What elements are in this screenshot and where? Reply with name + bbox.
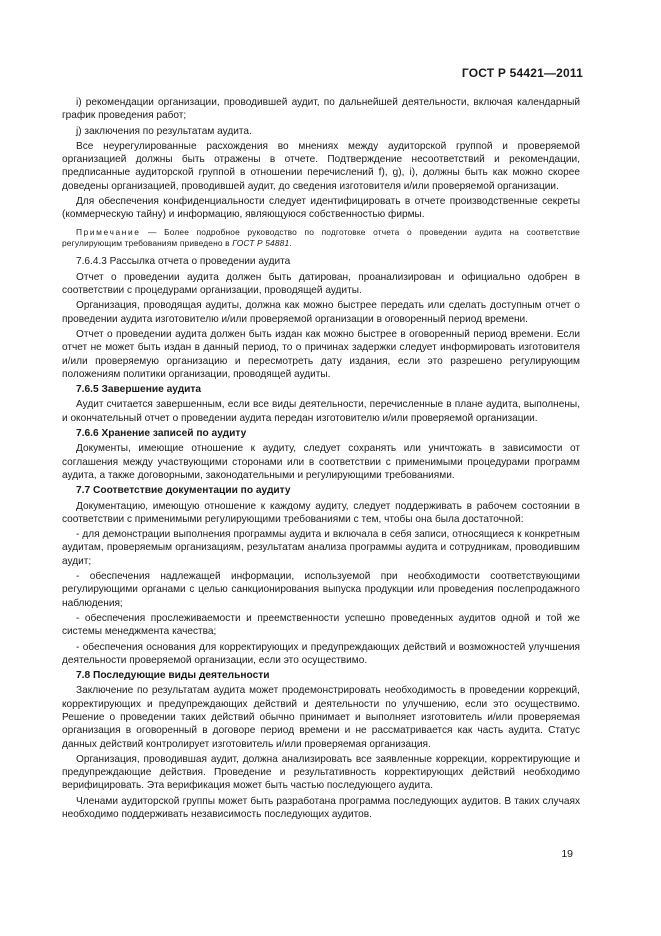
bullet-item: - для демонстрации выполнения программы аудита и включала в себя записи, относящиеся к конкретным аудитам, проверяемым организациям, результатам анализа программы аудита и сотрудникам, проводившим аудит; (62, 529, 580, 567)
list-item-i: i) рекомендации организации, проводившей аудит, по дальнейшей деятельности, включая календарный график проведения работ; (62, 97, 580, 122)
bullet-item: - обеспечения основания для корректирующих и предупреждающих действий и возможностей улучшения деятельности проверяемой организации, если это осуществимо. (62, 641, 580, 666)
paragraph: Членами аудиторской группы может быть разработана программа последующих аудитов. В таких случаях необходимо поддерживать независимость последующих аудитов. (62, 795, 580, 821)
section-heading-7-6-5: 7.6.5 Завершение аудита (76, 384, 202, 396)
section-heading-7-8: 7.8 Последующие виды деятельности (76, 670, 270, 682)
note-text: — Более подробное руководство по подготовке отчета о проведении аудита на соответствие регулирующим требованиям приведено в (62, 226, 580, 249)
paragraph: Организация, проводившая аудит, должна анализировать все заявленные коррекции, корректирующие и предупреждающие действия. Проведение и результативность корректирующих действий необходимо верифицировать. Эта верификация может быть частью последующего аудита. (62, 753, 580, 792)
page-number: 19 (561, 848, 573, 860)
note-reference: ГОСТ Р 54881 (232, 238, 290, 249)
paragraph: Для обеспечения конфиденциальности следует идентифицировать в отчете производственные секреты (коммерческую тайну) и информацию, являющуюся собственностью фирмы. (62, 196, 580, 221)
list-item-j: j) заключения по результатам аудита. (76, 125, 252, 137)
paragraph: Документацию, имеющую отношение к каждому аудиту, следует поддерживать в рабочем состоянии в соответствии с применимыми регулирующими требованиями с тем, чтобы она была достаточной: (62, 500, 580, 525)
note-end: . (289, 238, 292, 249)
section-heading-7-7: 7.7 Соответствие документации по аудиту (76, 485, 291, 497)
bullet-item: - обеспечения прослеживаемости и преемственности успешно проведенных аудитов одной и той же системы менеджмента качества; (62, 612, 580, 638)
subsection-heading-7-6-4-3: 7.6.4.3 Рассылка отчета о проведении аудита (76, 256, 291, 268)
section-heading-7-6-6: 7.6.6 Хранение записей по аудиту (76, 428, 247, 440)
paragraph: Аудит считается завершенным, если все виды деятельности, перечисленные в плане аудита, выполнены, и окончательный отчет о проведении аудита передан изготовителю и/или проверяемой организации. (62, 399, 580, 424)
paragraph: Все неурегулированные расхождения во мнениях между аудиторской группой и проверяемой организацией должны быть отражены в отчете. Подтверждение несоответствий и рекомендации, предписанные аудиторской группой в отношении перечислений f), g), i), должны быть как можно скорее доведены организацией, проводившей аудит, до сведения изготовителя и/или проверяемой организации. (62, 140, 580, 192)
note (62, 227, 580, 250)
note-label: Примечание (76, 226, 141, 237)
paragraph: Отчет о проведении аудита должен быть издан как можно быстрее в оговоренный период времени. Если отчет не может быть издан в данный период, то о причинах задержки следует информировать изготовителя и/или проверяемую организацию и пересмотреть дату издания, если это разрешено регулирующим положениям политики организации, проводящей аудиты. (62, 328, 580, 380)
bullet-item: - обеспечения надлежащей информации, используемой при необходимости соответствующими регулирующими органами с целью санкционирования выпуска продукции или проведения послепродажного наблюдения; (62, 571, 580, 609)
paragraph: Отчет о проведении аудита должен быть датирован, проанализирован и официально одобрен в соответствии с процедурами организации, проводящей аудиты. (62, 271, 580, 297)
paragraph: Документы, имеющие отношение к аудиту, следует сохранять или уничтожать в зависимости от соглашения между участвующими сторонами или в соответствии с применимыми процедурами программ аудита, а также договорными, законодательными и регулирующими требованиями. (62, 443, 580, 481)
page-content (62, 96, 580, 823)
paragraph: Организация, проводящая аудиты, должна как можно быстрее передать или сделать доступным отчет о проведении аудита изготовителю и/или проверяемой организации в оговоренный период времени. (62, 300, 580, 325)
paragraph: Заключение по результатам аудита может продемонстрировать необходимость в проведении коррекций, корректирующих и предупреждающих действий и деятельности по улучшению, если это осуществимо. Решение о проведении таких действий обычно принимает и выполняет изготовитель и/или проверяемая организация в оговоренный в договоре период времени и не рассматривается как часть аудита. Статус данных действий контролирует изготовитель и/или проверяемая организация. (62, 685, 580, 750)
standard-designation: ГОСТ Р 54421—2011 (461, 66, 583, 80)
